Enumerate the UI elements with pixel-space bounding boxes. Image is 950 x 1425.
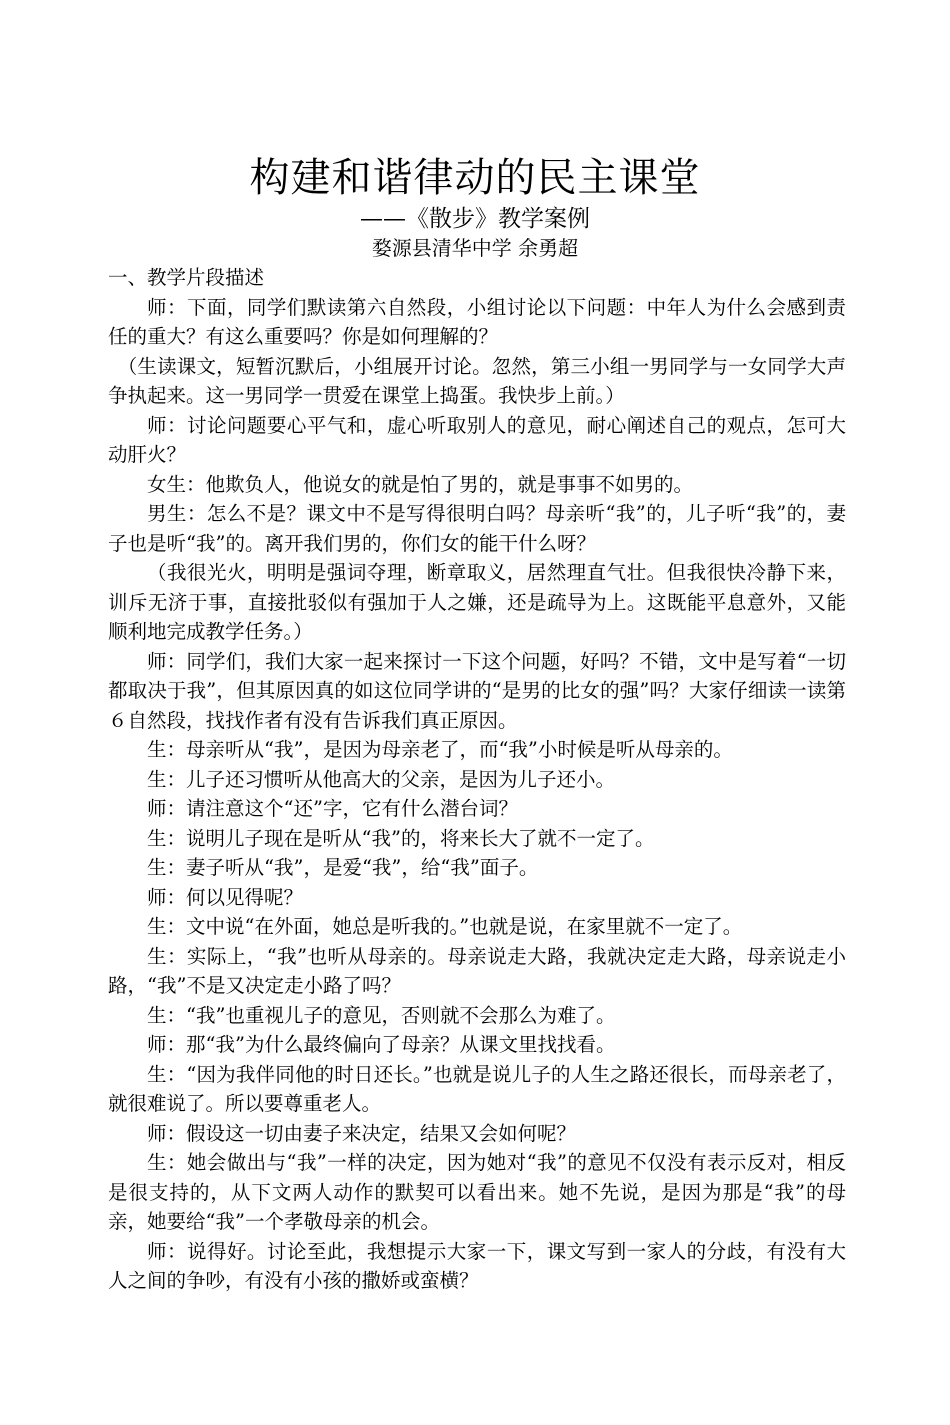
paragraph: 生：文中说“在外面，她总是听我的。”也就是说，在家里就不一定了。 xyxy=(147,915,743,938)
paragraph: 师：何以见得呢？ xyxy=(147,885,304,909)
paragraph: 女生：他欺负人，他说女的就是怕了男的，就是事事不如男的。 xyxy=(147,472,694,496)
paragraph: （生读课文，短暂沉默后，小组展开讨论。忽然，第三小组一男同学与一女同学大声争执起来。这一男同学一贯爱在课堂上捣蛋。我快步上前。） xyxy=(108,354,846,407)
document-subtitle: ——《散步》教学案例 xyxy=(360,206,590,232)
section-heading: 一、教学片段描述 xyxy=(108,266,265,289)
paragraph: 生：儿子还习惯听从他高大的父亲，是因为儿子还小。 xyxy=(147,767,616,791)
document-author: 婺源县清华中学 余勇超 xyxy=(371,236,579,260)
paragraph: （我很光火，明明是强词夺理，断章取义，居然理直气壮。但我很快冷静下来，训斥无济于事，直接批驳似有强加于人之嫌，还是疏导为上。这既能平息意外，又能顺利地完成教学任务。） xyxy=(108,561,846,643)
paragraph: 生：她会做出与“我”一样的决定，因为她对“我”的意见不仅没有表示反对，相反是很支持的，从下文两人动作的默契可以看出来。她不先说，是因为那是“我”的母亲，她要给“我”一个孝敬母亲的机会。 xyxy=(108,1151,846,1233)
paragraph: 男生：怎么不是？课文中不是写得很明白吗？母亲听“我”的，儿子听“我”的，妻子也是听“我”的。离开我们男的，你们女的能干什么呀？ xyxy=(108,502,846,555)
document-body xyxy=(108,263,846,1296)
paragraph: 生：说明儿子现在是听从“我”的，将来长大了就不一定了。 xyxy=(147,826,655,850)
paragraph: 生：“因为我伴同他的时日还长。”也就是说儿子的人生之路还很长，而母亲老了，就很难说了。所以要尊重老人。 xyxy=(108,1062,846,1115)
document-title: 构建和谐律动的民主课堂 xyxy=(249,155,701,201)
paragraph: 师：那“我”为什么最终偏向了母亲？从课文里找找看。 xyxy=(147,1033,616,1056)
paragraph: 生：“我”也重视儿子的意见，否则就不会那么为难了。 xyxy=(147,1003,616,1027)
paragraph: 师：下面，同学们默读第六自然段，小组讨论以下问题：中年人为什么会感到责任的重大？有这么重要吗？你是如何理解的？ xyxy=(108,295,846,348)
paragraph: 师：同学们，我们大家一起来探讨一下这个问题，好吗？不错，文中是写着“一切都取决于我”，但其原因真的如这位同学讲的“是男的比女的强”吗？大家仔细读一读第６自然段，找找作者有没有告诉我们真正原因。 xyxy=(108,649,846,732)
paragraph: 生：母亲听从“我”，是因为母亲老了，而“我”小时候是听从母亲的。 xyxy=(147,738,733,761)
paragraph: 师：说得好。讨论至此，我想提示大家一下，课文写到一家人的分歧，有没有大人之间的争吵，有没有小孩的撒娇或蛮横？ xyxy=(108,1239,846,1292)
paragraph: 生：实际上，“我”也听从母亲的。母亲说走大路，我就决定走大路，母亲说走小路，“我”不是又决定走小路了吗？ xyxy=(108,944,846,997)
paragraph: 生：妻子听从“我”，是爱“我”，给“我”面子。 xyxy=(147,856,539,879)
paragraph: 师：假设这一切由妻子来决定，结果又会如何呢？ xyxy=(147,1121,577,1145)
paragraph: 师：讨论问题要心平气和，虚心听取别人的意见，耐心阐述自己的观点，怎可大动肝火？ xyxy=(108,413,846,466)
paragraph: 师：请注意这个“还”字，它有什么潜台词？ xyxy=(147,797,518,820)
